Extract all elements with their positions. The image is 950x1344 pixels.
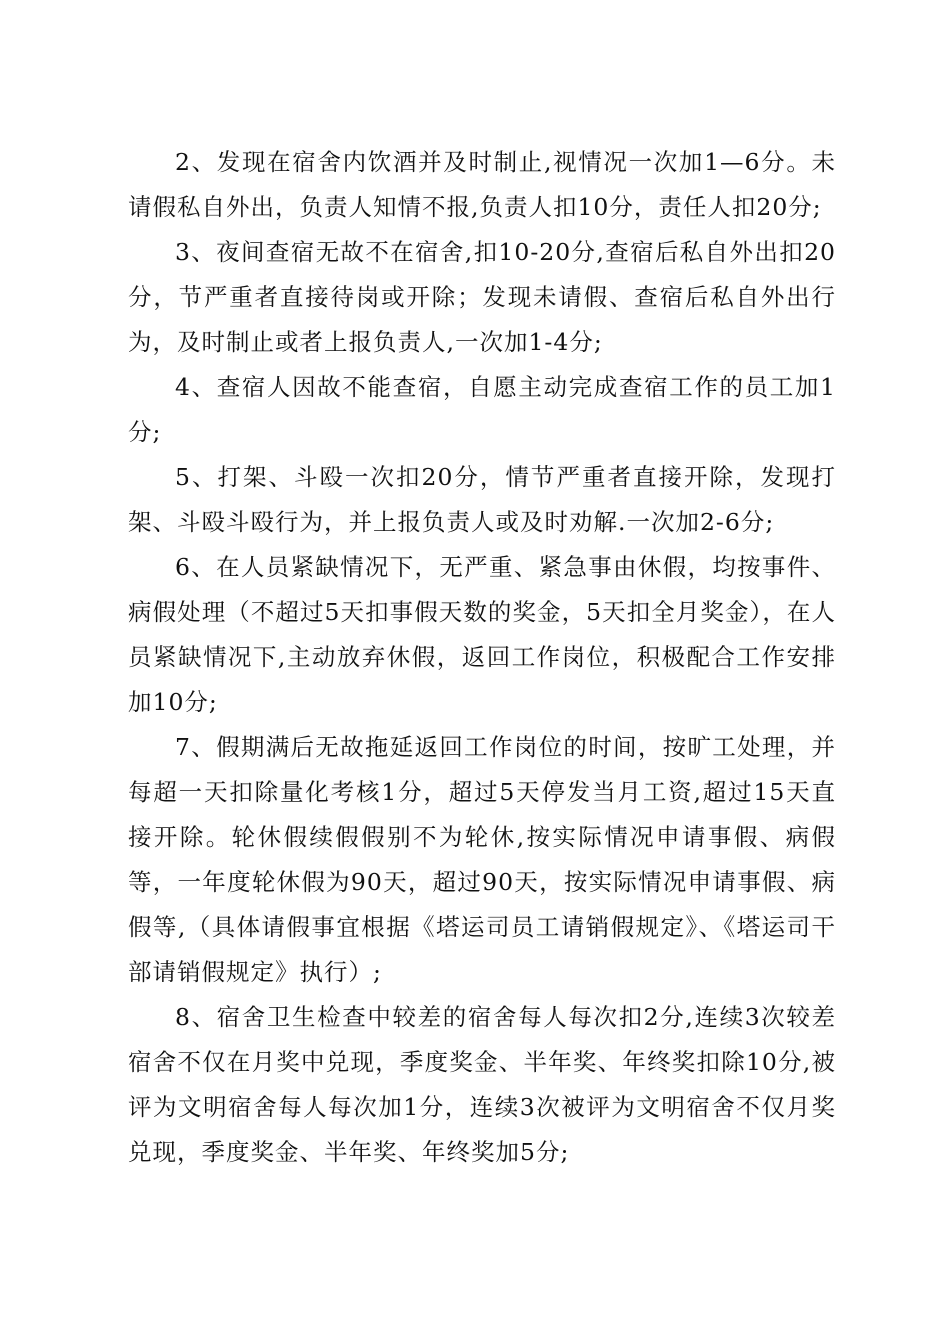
paragraph-rule-7: 7、假期满后无故拖延返回工作岗位的时间，按旷工处理，并每超一天扣除量化考核1分，超过5天停发当月工资,超过15天直接开除。轮休假续假假别不为轮休,按实际情况申请事假、病假等，一年度轮休假为90天，超过90天，按实际情况申请事假、病假等,（具体请假事宜根据《塔运司员工请销假规定》、《塔运司干部请销假规定》执行）; <box>128 733 836 986</box>
paragraph-rule-3: 3、夜间查宿无故不在宿舍,扣10-20分,查宿后私自外出扣20分，节严重者直接待岗或开除；发现未请假、查宿后私自外出行为，及时制止或者上报负责人,一次加1-4分; <box>128 238 836 356</box>
paragraph-rule-2: 2、发现在宿舍内饮酒并及时制止,视情况一次加1—6分。未请假私自外出，负责人知情不报,负责人扣10分，责任人扣20分; <box>128 148 836 221</box>
document-body <box>128 140 836 1175</box>
paragraph-rule-4: 4、查宿人因故不能查宿，自愿主动完成查宿工作的员工加1分; <box>128 373 836 446</box>
paragraph-rule-5: 5、打架、斗殴一次扣20分，情节严重者直接开除，发现打架、斗殴斗殴行为，并上报负责人或及时劝解.一次加2-6分; <box>128 463 836 536</box>
paragraph-rule-6: 6、在人员紧缺情况下，无严重、紧急事由休假，均按事件、病假处理（不超过5天扣事假天数的奖金，5天扣全月奖金），在人员紧缺情况下,主动放弃休假，返回工作岗位，积极配合工作安排加10分; <box>128 553 836 716</box>
paragraph-rule-8: 8、宿舍卫生检查中较差的宿舍每人每次扣2分,连续3次较差宿舍不仅在月奖中兑现，季度奖金、半年奖、年终奖扣除10分,被评为文明宿舍每人每次加1分，连续3次被评为文明宿舍不仅月奖兑现，季度奖金、半年奖、年终奖加5分; <box>128 1003 836 1166</box>
